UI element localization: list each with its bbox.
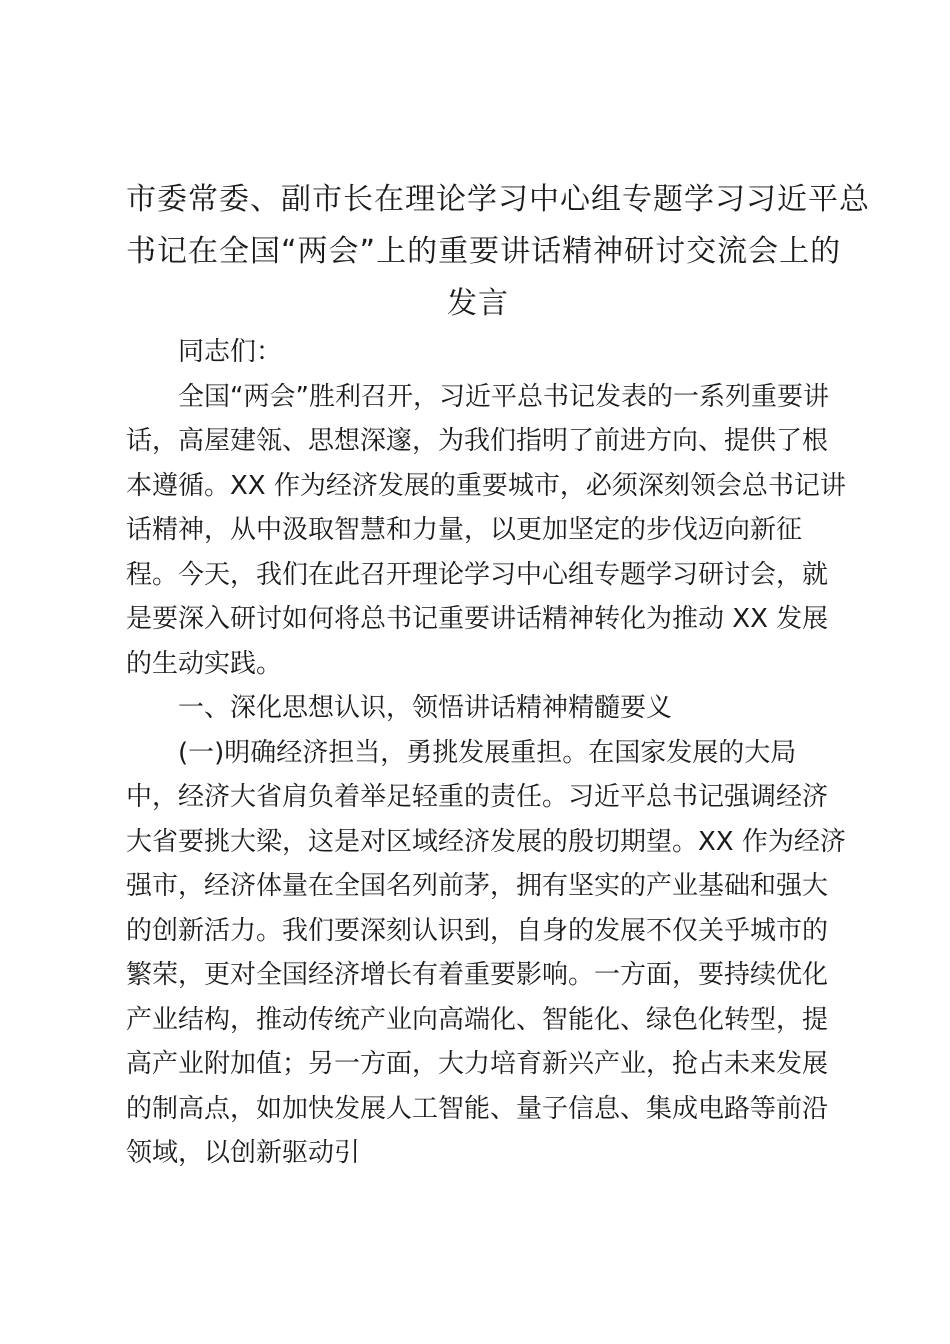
document-body [126, 330, 846, 1176]
intro-paragraph [126, 375, 846, 687]
subsection-paragraph [126, 731, 846, 1176]
paragraph-line: 是要深入研讨如何将总书记重要讲话精神转化为推动 XX 发展 [126, 604, 829, 634]
paragraph-line: 繁荣，更对全国经济增长有着重要影响。一方面，要持续优化 [126, 960, 829, 990]
section-heading-text: 一、深化思想认识，领悟讲话精神精髓要义 [178, 693, 673, 723]
title-line: 书记在全国“两会”上的重要讲话精神研讨交流会上的 [126, 234, 842, 269]
paragraph-line: 程。今天，我们在此召开理论学习中心组专题学习研讨会，就 [126, 559, 829, 590]
salutation: 同志们： [178, 337, 283, 367]
paragraph-line: 高产业附加值；另一方面，大力培育新兴产业，抢占未来发展 [126, 1049, 829, 1079]
paragraph-line: 的制高点，如加快发展人工智能、量子信息、集成电路等前沿 [126, 1093, 829, 1124]
paragraph-line: 领域，以创新驱动引 [126, 1138, 361, 1168]
title-line: 发言 [447, 286, 509, 321]
paragraph-line: (一)明确经济担当，勇挑发展重担。在国家发展的大局 [178, 737, 797, 768]
paragraph-line: 话精神，从中汲取智慧和力量，以更加坚定的步伐迈向新征 [126, 515, 803, 545]
title-line: 市委常委、副市长在理论学习中心组专题学习习近平总 [126, 182, 870, 217]
paragraph-line: 全国“两会”胜利召开，习近平总书记发表的一系列重要讲 [178, 381, 829, 412]
document-title [126, 174, 870, 330]
paragraph-line: 话，高屋建瓴、思想深邃，为我们指明了前进方向、提供了根 [126, 426, 829, 456]
paragraph-line: 本遵循。XX 作为经济发展的重要城市，必须深刻领会总书记讲 [126, 470, 846, 501]
section-heading [126, 686, 832, 731]
paragraph-line: 的创新活力。我们要深刻认识到，自身的发展不仅关乎城市的 [126, 915, 829, 946]
salutation-paragraph [126, 330, 832, 375]
paragraph-line: 中，经济大省肩负着举足轻重的责任。习近平总书记强调经济 [126, 782, 829, 812]
paragraph-line: 强市，经济体量在全国名列前茅，拥有坚实的产业基础和强大 [126, 871, 829, 901]
paragraph-line: 产业结构，推动传统产业向高端化、智能化、绿色化转型，提 [126, 1004, 829, 1035]
paragraph-line: 大省要挑大梁，这是对区域经济发展的殷切期望。XX 作为经济 [126, 826, 846, 857]
paragraph-line: 的生动实践。 [126, 648, 283, 679]
